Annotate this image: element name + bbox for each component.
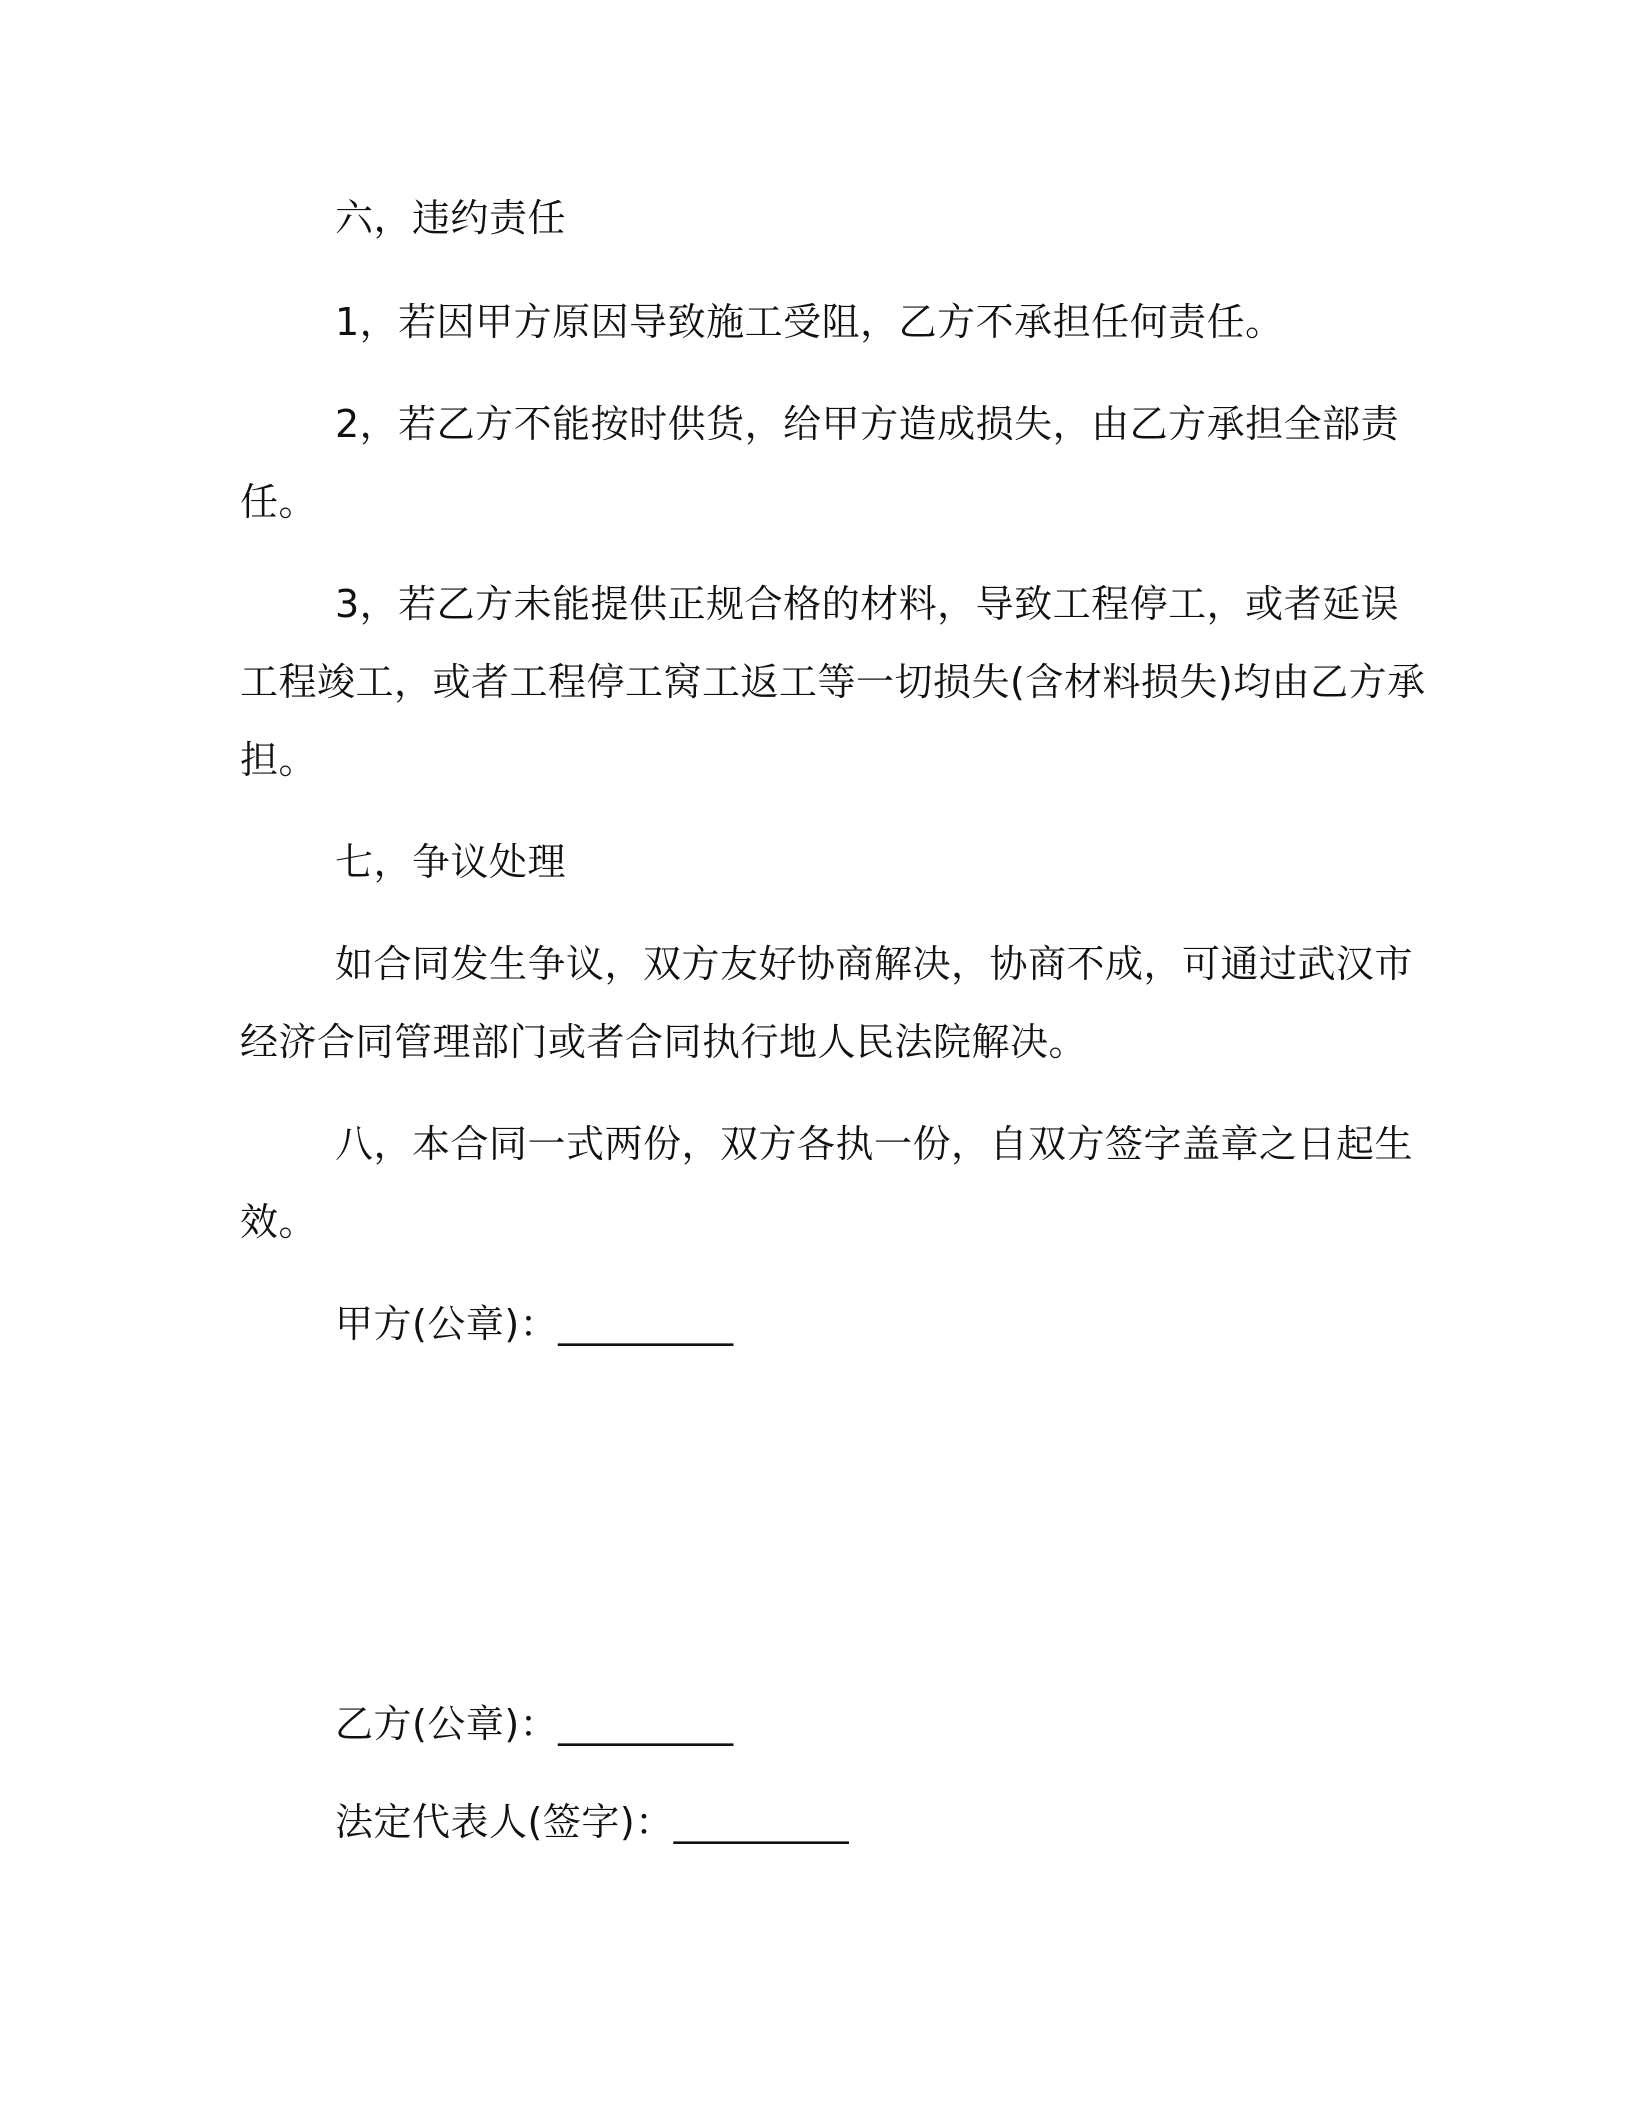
party-b-signature-line: 乙方(公章)：_________ xyxy=(335,1702,734,1746)
section6-item2-line2: 任。 xyxy=(240,480,318,524)
section6-heading: 六，违约责任 xyxy=(335,196,567,240)
section7-body-line2: 经济合同管理部门或者合同执行地人民法院解决。 xyxy=(240,1020,1088,1064)
section7-heading: 七，争议处理 xyxy=(335,840,567,884)
party-a-signature-line: 甲方(公章)：_________ xyxy=(335,1302,734,1346)
section6-item2-line1: 2，若乙方不能按时供货，给甲方造成损失，由乙方承担全部责 xyxy=(335,402,1400,446)
section6-item3-line3: 担。 xyxy=(240,738,318,782)
section6-item1: 1，若因甲方原因导致施工受阻，乙方不承担任何责任。 xyxy=(335,300,1284,344)
section6-item3-line2: 工程竣工，或者工程停工窝工返工等一切损失(含材料损失)均由乙方承 xyxy=(240,660,1426,704)
section6-item3-line1: 3，若乙方未能提供正规合格的材料，导致工程停工，或者延误 xyxy=(335,582,1400,626)
section7-body-line1: 如合同发生争议，双方友好协商解决，协商不成，可通过武汉市 xyxy=(335,942,1414,986)
section8-body-line1: 八，本合同一式两份，双方各执一份，自双方签字盖章之日起生 xyxy=(335,1122,1414,1166)
legal-rep-signature-line: 法定代表人(签字)：_________ xyxy=(335,1800,850,1844)
section8-body-line2: 效。 xyxy=(240,1200,318,1244)
